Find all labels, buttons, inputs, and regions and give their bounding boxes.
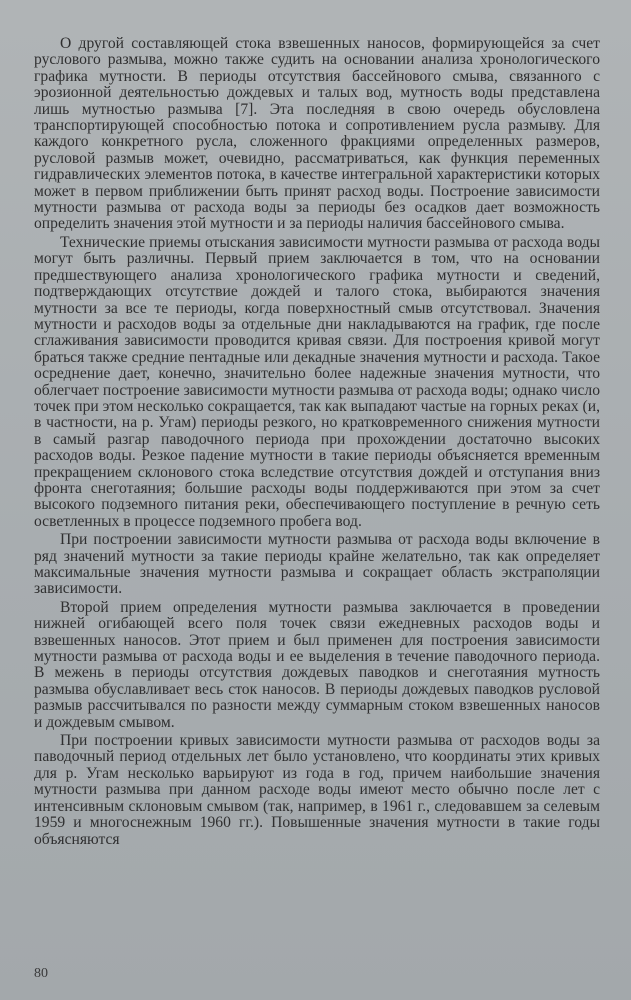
- body-text: [34, 36, 600, 850]
- paragraph-2: Технические приемы отыскания зависимости мутности размыва от расхода воды могут быть различны. Первый прием заключается в том, что на основании предшествующего анализа хронологического графика мутности и сведений, подтверждающих отсутствие дождей и талого стока, выбираются значения мутности за все те периоды, когда поверхностный смыв отсутствовал. Значения мутности и расходов воды за отдельные дни накладываются на график, где после сглаживания зависимости проводится кривая связи. Для построения кривой могут браться также средние пентадные или декадные значения мутности и расхода. Такое осреднение дает, конечно, значительно более надежные значения мутности, что облегчает построение зависимости мутности размыва от расхода воды; однако число точек при этом несколько сокращается, так как выпадают частые на горных реках (и, в частности, на р. Угам) периоды резкого, но кратковременного снижения мутности в самый разгар паводочного периода при прохождении достаточно высоких расходов воды. Резкое падение мутности в такие периоды объясняется временным прекращением склонового стока вследствие отсутствия дождей и отступания вниз фронта снеготаяния; большие расходы воды поддерживаются при этом за счет высокого подземного питания реки, обеспечивающего поступление в речную сеть осветленных в процессе подземного пробега вод.: [34, 233, 600, 530]
- paragraph-5: При построении кривых зависимости мутности размыва от расходов воды за паводочный период отдельных лет было установлено, что координаты этих кривых для р. Угам несколько варьируют из года в год, причем наибольшие значения мутности размыва при данном расходе воды имеют место обычно после лет с интенсивным склоновым смывом (так, например, в 1961 г., следовавшем за селевым 1959 и многоснежным 1960 гг.). Повышенные значения мутности в такие годы объясняются: [34, 732, 600, 848]
- paragraph-4: Второй прием определения мутности размыва заключается в проведении нижней огибающей всего поля точек связи ежедневных расходов воды и взвешенных наносов. Этот прием и был применен для построения зависимости мутности размыва от расхода воды и ее выделения в течение паводочного периода. В межень в периоды отсутствия дождевых паводков и снеготаяния мутность размыва обуславливает весь сток наносов. В периоды дождевых паводков русловой размыв рассчитывался по разности между суммарным стоком взвешенных наносов и дождевым смывом.: [34, 598, 600, 731]
- page-number: 80: [34, 966, 48, 981]
- paragraph-1: О другой составляющей стока взвешенных наносов, формирующейся за счет руслового размыва, можно также судить на основании анализа хронологического графика мутности. В периоды отсутствия бассейнового смыва, связанного с эрозионной деятельностью дождевых и талых вод, мутность воды представлена лишь мутностью размыва [7]. Эта последняя в свою очередь обусловлена транспортирующей способностью потока и сопротивлением русла размыву. Для каждого конкретного русла, сложенного фракциями определенных размеров, русловой размыв может, очевидно, рассматриваться, как функция переменных гидравлических элементов потока, в качестве интегральной характеристики которых может в первом приближении быть принят расход воды. Построение зависимости мутности размыва от расхода воды за периоды без осадков дает возможность определить значения этой мутности и за периоды наличия бассейнового смыва.: [34, 35, 600, 233]
- paragraph-3: При построении зависимости мутности размыва от расхода воды включение в ряд значений мутности за такие периоды крайне желательно, так как определяет максимальные значения мутности размыва и сокращает область экстраполяции зависимости.: [34, 531, 600, 598]
